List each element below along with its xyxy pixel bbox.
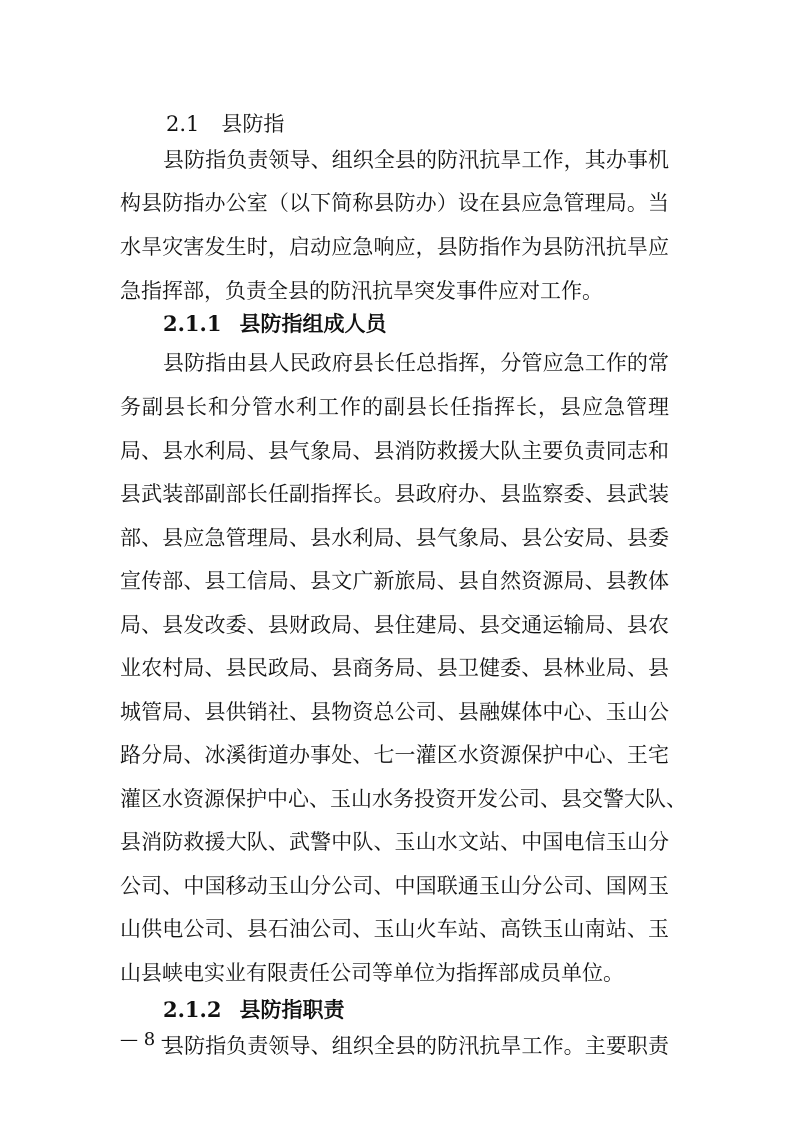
paragraph-line: 县防指负责领导、组织全县的防汛抗旱工作，其办事机: [163, 148, 669, 172]
paragraph-line: 急指挥部，负责全县的防汛抗旱突发事件应对工作。: [120, 279, 603, 303]
paragraph-line: 路分局、冰溪街道办事处、七一灌区水资源保护中心、王宅: [120, 743, 669, 767]
page-number: — 8 —: [120, 1029, 179, 1050]
paragraph-line: 业农村局、县民政局、县商务局、县卫健委、县林业局、县: [120, 656, 669, 680]
section-title: 县防指: [221, 112, 285, 136]
section-number: 2.1.2: [163, 997, 222, 1022]
paragraph-line: 局、县发改委、县财政局、县住建局、县交通运输局、县农: [120, 613, 669, 637]
section-number: 2.1.1: [163, 311, 222, 336]
paragraph-line: 县武装部副部长任副指挥长。县政府办、县监察委、县武装: [120, 482, 669, 506]
paragraph-line: 公司、中国移动玉山分公司、中国联通玉山分公司、国网玉: [120, 874, 669, 898]
paragraph-line: 山供电公司、县石油公司、玉山火车站、高铁玉山南站、玉: [120, 917, 669, 941]
section-title: 县防指组成人员: [239, 311, 387, 336]
section-number: 2.1: [166, 112, 200, 136]
paragraph-line: 灌区水资源保护中心、玉山水务投资开发公司、县交警大队、: [120, 787, 687, 811]
paragraph-line: 县防指负责领导、组织全县的防汛抗旱工作。主要职责: [163, 1034, 669, 1058]
paragraph-line: 县防指由县人民政府县长任总指挥，分管应急工作的常: [163, 351, 669, 375]
paragraph-line: 县消防救援大队、武警中队、玉山水文站、中国电信玉山分: [120, 830, 669, 854]
paragraph-line: 城管局、县供销社、县物资总公司、县融媒体中心、玉山公: [120, 700, 669, 724]
paragraph-line: 宣传部、县工信局、县文广新旅局、县自然资源局、县教体: [120, 569, 669, 593]
paragraph-line: 构县防指办公室（以下简称县防办）设在县应急管理局。当: [120, 191, 669, 215]
paragraph-line: 部、县应急管理局、县水利局、县气象局、县公安局、县委: [120, 526, 669, 550]
paragraph-line: 局、县水利局、县气象局、县消防救援大队主要负责同志和: [120, 439, 669, 463]
paragraph-line: 务副县长和分管水利工作的副县长任指挥长，县应急管理: [120, 395, 669, 419]
paragraph-line: 水旱灾害发生时，启动应急响应，县防指作为县防汛抗旱应: [120, 235, 669, 259]
section-title: 县防指职责: [239, 997, 345, 1022]
paragraph-line: 山县峡电实业有限责任公司等单位为指挥部成员单位。: [120, 961, 624, 985]
